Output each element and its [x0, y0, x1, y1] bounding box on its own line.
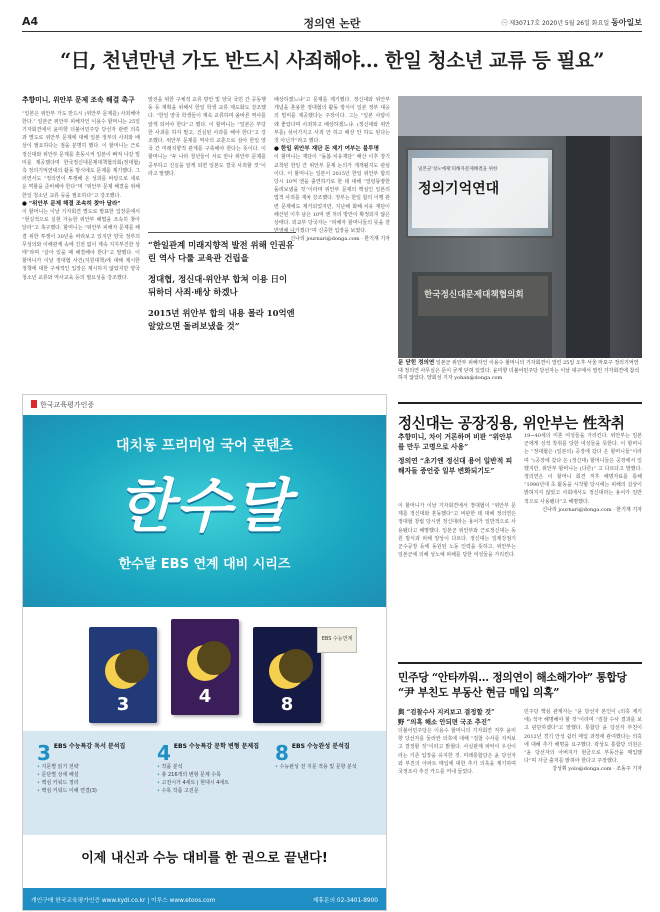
page-header — [22, 14, 642, 32]
ad-footer-links[interactable]: 개인구매 한국교육평가인증 www.kydi.co.kr | 이투스 www.etoos.com — [31, 898, 216, 904]
article2-subhead: 정의연 “초기엔 정신대 용어 일반적 피해자들 증언중 일부 변화되기도” — [398, 457, 513, 475]
ad-brand-name: 한국교육평가인증 — [40, 401, 95, 409]
article1-text2: 이 할머니는 이날 기자회견 별도로 발표한 입장문에서 “현실적으로 실현 가능한 위안부 해법을 조속히 찾아 달라”고 촉구했다. 할머니는 “위안부 피해자 문제를 해결 위한 투쟁이 30년을 바라보고 있지만 양국 정부의 무성의와 이해관계 속에 진전 없이 계속 지지부진한 상태”라며 “살아 있을 때 해결해야 한다”고 말했다. 이 할머니가 이날 정대협 사건(지원대책)에 대해 제시한 정책에 대한 구체적인 입장은 제시하지 않았지만 양국 청소년 교류와 역사교육 등의 필요성을 강조했다. — [22, 208, 140, 281]
ad-banner — [23, 415, 386, 607]
moon-icon — [187, 645, 223, 681]
article3-headline: 민주당 “안타까워… 정의연이 해소해가야” 통합당 “尹 부친도 부동산 현금 매입 의혹” — [398, 662, 642, 700]
article1-text: “일본은 위안부 가도 반드시 (위안부 문제를) 사죄해야 한다.” 일본군 위안부 피해자인 이용수 할머니는 25일 기자회견에서 윤미향 더불어민주당 당선자 관련 의혹과 별도로 위안부 문제에 대해 일본 정부의 사죄와 배상이 필요하다는 점을 분명히 했다. 이 할머니는 근로정신대와 위안부 문제를 혼동시켜 일본이 빠져 나갈 빌미를 제공했다며 한국정신대문제대책협의회(정대협) 측 정의기억연대의 활동 방식에도 문제를 제기했다. 그러면서도 “정의연이 투쟁해 온 성과를 바탕으로 새로운 역할을 준비해야 한다”며 “위안부 문제 해결을 위해 한일 청소년 교류 등을 필요하다”고 강조했다. — [22, 110, 140, 199]
pull-quote-line: 정대협, 정신대·위안부 합쳐 이용 日이 뒤하더 사죄·배상 하겠나 — [148, 274, 288, 297]
article3-col1 — [398, 708, 516, 908]
article3-col2 — [524, 708, 642, 908]
office-photo — [398, 96, 642, 358]
article1-lead: 추향미니, 위안부 문제 조속 해결 촉구 — [22, 96, 135, 104]
feature-bullet: • 총 216개의 변형 문제 수록 — [157, 771, 267, 779]
advertisement[interactable] — [22, 394, 387, 911]
book-number: 8 — [280, 694, 294, 715]
sign-big-text: 정의기억연대 — [418, 181, 500, 197]
article1-col3 — [274, 96, 390, 384]
article3-byline: 강성휘 yolo@donga.com · 조동주 기자 — [552, 766, 642, 773]
book-number: 3 — [116, 694, 130, 715]
ad-footer[interactable] — [23, 888, 386, 910]
feature-title: EBS 수능완성 분석집 — [291, 743, 350, 750]
feature-bullet: • 지문별 읽기 전략 — [37, 763, 147, 771]
article3-text: 더불어민주당은 이용수 할머니의 기자회견 직후 윤미향 당선자를 둘러싼 의혹에 대해 “검찰 수사를 지켜보고 결정할 것”이라고 밝혔다. 사실관계 파악이 우선이라는 기존 입장을 유지한 것. 미래통합당은 윤 당선자와 부친의 아파트 매입에 대한 추가 의혹을 제기하며 국정조사 추진 카드를 꺼내 들었다. — [398, 728, 516, 776]
ad-brand — [31, 400, 94, 410]
article2-subhead: 추향미니, 차이 거론하며 비판 “위안부를 만두 고명으로 사용” — [398, 433, 513, 451]
promo-tag: EBS 수능연계 — [317, 627, 357, 653]
main-headline: “日, 천년만년 가도 반드시 사죄해야… 한일 청소년 교류 등 필요” — [59, 49, 605, 72]
ad-footer-contact[interactable]: 제휴문의 02-3401-8900 — [312, 898, 378, 904]
photo-doorplate: 한국정신대문제대책협의회 — [418, 276, 548, 316]
photo-sign — [412, 158, 548, 228]
ad-slogan: 이제 내신과 수능 대비를 한 권으로 끝낸다! — [81, 851, 328, 866]
article1-col1 — [22, 96, 140, 378]
book-cover — [89, 627, 157, 723]
photo-caption — [398, 360, 642, 383]
article2-col1 — [398, 502, 516, 652]
article3-text2: 민주당 핵심 관계자는 “윤 당선자 본인이 (의혹 제기에) 적극 해명해야 할 것”이라며 “검찰 수사 결과를 보고 판단하겠다”고 말했다. 통합당 윤 당선자 부친이 2012년 경기 안성 쉼터 매입 과정에 관여했다는 의혹에 대해 추가 해명을 요구했다. 곽상도 통합당 의원은 “윤 당선자의 아버지가 현금으로 부동산을 매입했다”며 자금 출처를 밝혀야 한다고 주장했다. — [524, 709, 642, 765]
feature-item — [157, 743, 267, 795]
article2-text2: 19~40세의 미혼 여성들을 가리킨다. 위안부는 일본군에게 성적 착취를 당한 여성들을 뜻한다. 이 할머니는 “정대협은 (일본의) 공장에 갔다 온 할머니들”이라며 “(공장에 갔다 온 (정신대) 할머니들은 공장에서 일했지만, 위안부 할머니는 (다른)” 고 다르다고 말했다. 정의연은 이 할머니 회견 직후 해명자료를 통해 “1990년대 초 활동을 시작할 당시에는 피해의 실상이 밝혀지지 않았고 사회에서도 정신대라는 용어가 일반적으로 사용됐다”고 해명했다. — [524, 433, 642, 505]
article1-subhead: ● “위안부 문제 해결 조속히 찾아 달라” — [22, 200, 121, 207]
paper-name: 동아일보 — [611, 17, 642, 27]
feature-number: 4 — [157, 741, 171, 765]
article1-col2-text: 발전을 위한 구체적 교류 방안 및 양국 국민 간 공동행동 등 계획을 위해서 한일 학생 교류 제도화도 강조했다. “한일 양국 학생들이 계속 교류하며 올바른 역사를 알게 되어야 한다”고 했다. 이 할머니는 “일본은 부당한 사과를 하지 말고, 진실된 사과를 해야 한다”고 강조했다. 위안부 문제를 역사의 교훈으로 삼아 한일 양국 간 미래지향적 관계를 구축해야 한다는 뜻이다. 이 할머니는 “두 나라 청년들이 서로 만나 위안부 문제를 공부하고 진실을 알게 되면 일본도 결국 사죄할 것”이라고 말했다. — [148, 97, 266, 177]
ad-title: 한수달 — [117, 472, 292, 540]
article2-headline: 정신대는 공장징용, 위안부는 性착취 — [398, 402, 642, 433]
book-cover — [253, 627, 321, 723]
photo-caption-text: 일본군 위안부 피해자인 이용수 할머니의 기자회견이 열린 25일 오후 서울 마포구 정의기억연대 정의연 사무실은 문이 굳게 닫혀 있었다. 윤미향 더불어민주당 당선자는 이날 대구에서 열린 기자회견에 참석하지 않았다. 양회성 기자 yohan@donga.com — [398, 360, 640, 382]
article1-subhead2: ● 한일 위안부 재단 돈 제기 여부는 불투명 — [274, 146, 379, 153]
article1-byline: 신나리 journari@donga.com · 한기재 기자 — [290, 236, 390, 243]
article1-col3-text: 배상하겠느냐”고 문제를 제기했다. 정신대와 위안부 개념을 혼용한 정대협의 활동 방식이 일본 정부 대응의 빌미를 제공했다는 주장이다. 그는 “일본 사람이 왜 좋았다며 사죄하고 배상하겠느냐. (정신대와 위안부를) 섞어가지고 사죄 안 하고 배상 안 하도 된다는 것 아닌가”라고 했다. — [274, 97, 390, 145]
article1-col2 — [148, 96, 266, 228]
feature-item — [37, 743, 147, 795]
article2-subheads — [398, 432, 516, 480]
photo-pillar — [566, 136, 610, 358]
article3-subhead: 與 “검찰수사 지켜보고 결정할 것” — [398, 708, 495, 716]
article2-col2 — [524, 432, 642, 652]
feature-bullet: • 작품 분석 — [157, 763, 267, 771]
feature-title: EBS 수능특강 독서 분석집 — [53, 743, 126, 750]
article1-col3-text2: 이 할머니는 재단이 “돌봄·치유재단” 해산 이후 장기 교착된 한일 간 위안부 문제 논의가 재개될지도 관심이다. 이 할머니는 일본이 2015년 한일 위안부 합의 당시 10억 엔을 출연하기로 한 데 대해 “얼렁뚱땅한 돌려보냈을 것”이라며 위안부 문제의 핵심인 일본의 법적 사죄를 재차 강조했다. 정부는 한일 합의 이행 관련 문제에도 제거되었지만, 지난해 화해·치유 재단이 해산된 이후 남은 10억 엔 처리 방안이 확정되지 않은 상태다. 외교부 당국자는 “피해자 할머니들의 뜻을 잘 반영해 나가겠다”며 신중한 입장을 보였다. — [274, 154, 390, 235]
feature-number: 8 — [275, 741, 289, 765]
article2-byline: 신나리 journari@donga.com · 한기재 기자 — [542, 506, 642, 513]
issue-date: ㊀ 제30717호 2020년 5월 26일 화요일 — [501, 20, 612, 27]
ad-features — [23, 731, 386, 835]
article3-subhead: 野 “의혹 해소 안되면 국조 추진” — [398, 717, 491, 726]
photo-caption-label: 문 닫힌 정의연 — [398, 360, 435, 366]
moon-icon — [269, 653, 305, 689]
feature-bullet: • 수능완성 전 지문 적용 및 문항 분석 — [275, 763, 385, 771]
pull-quote-line: 2015년 위안부 합의 내용 몰라 10억엔 알았으면 돌려보냈을 것” — [148, 308, 295, 331]
feature-number: 3 — [37, 741, 51, 765]
ad-subtitle: 대치동 프리미엄 국어 콘텐츠 — [116, 438, 293, 454]
section-title: 정의연 논란 — [303, 17, 361, 30]
feature-bullet: • 문단별 상세 해설 — [37, 771, 147, 779]
feature-bullet: • 핵심 키워드 이해 연결(3) — [37, 787, 147, 795]
brand-logo-icon — [31, 400, 37, 408]
feature-bullet: • 수록 작품 고전문 — [157, 787, 267, 795]
moon-icon — [105, 653, 141, 689]
ad-series: 한수달 EBS 연계 대비 시리즈 — [118, 557, 291, 572]
sign-small-text: 일본군'성노예제'피해자문제해결을 위한 — [418, 167, 498, 172]
issue-info — [501, 17, 642, 28]
article2-text: 이 할머니가 이날 기자회견에서 정대협이 “위안부 문제를 정신대와 혼동했다”고 비판한 데 대해 정의연은 정대협 창립 당시엔 정신대라는 용어가 일반적으로 사용됐다고 해명했다. 일본군 위안부와 근로정신대는 동원 방식과 피해 양상이 다르다. 정신대는 일제강점기 군수공장 등에 동원된 노동 인력을 뜻하고, 위안부는 일본군에 의해 성노예 피해를 당한 여성들을 가리킨다. — [398, 503, 516, 559]
pull-quote-line: “한일관계 미래지향적 발전 위해 인권유린 역사 다룰 교육관 건립을 — [148, 240, 294, 263]
feature-title: EBS 수능특강 문학 변형 문제집 — [173, 743, 260, 750]
ad-topbar — [23, 395, 386, 415]
page-number: A4 — [22, 15, 39, 28]
book-cover — [171, 619, 239, 715]
book-number: 4 — [198, 686, 212, 707]
feature-bullet: • 고전시가 4세트 | 현대시 4세트 — [157, 779, 267, 787]
feature-item — [275, 743, 385, 771]
feature-bullet: • 핵심 키워드 정리 — [37, 779, 147, 787]
